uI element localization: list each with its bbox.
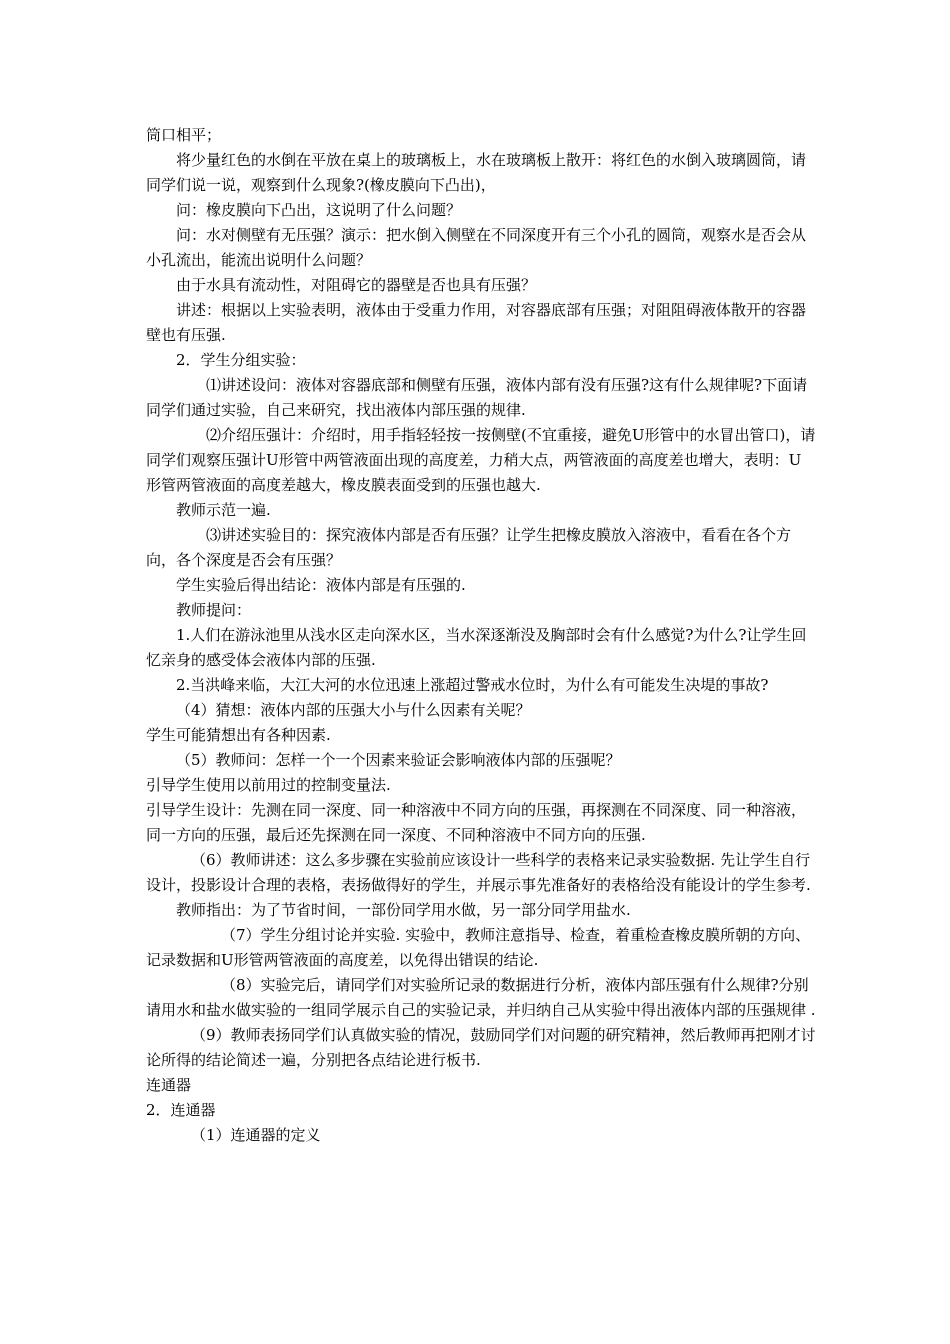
paragraph: 问：橡皮膜向下凸出，这说明了什么问题？ bbox=[176, 201, 462, 219]
paragraph: （4）猜想：液体内部的压强大小与什么因素有关呢？ bbox=[176, 701, 531, 719]
paragraph: 引导学生设计：先测在同一深度、同一种溶液中不同方向的压强，再探测在不同深度、同一种溶液，同一方向的压强，最后还先探测在同一深度、不同种溶液中不同方向的压强. bbox=[146, 801, 807, 844]
subsection-heading: （1）连通器的定义 bbox=[191, 1126, 321, 1144]
paragraph: 1.人们在游泳池里从浅水区走向深水区，当水深逐渐没及胸部时会有什么感觉?为什么?让学生回忆亲身的感受体会液体内部的压强. bbox=[146, 626, 807, 669]
paragraph: （5）教师问：怎样一个一个因素来验证会影响液体内部的压强呢？ bbox=[176, 751, 621, 769]
paragraph: ⑴讲述设问：液体对容器底部和侧壁有压强，液体内部有没有压强?这有什么规律呢?下面请同学们通过实验，自己来研究，找出液体内部压强的规律. bbox=[146, 376, 808, 419]
paragraph: 将少量红色的水倒在平放在桌上的玻璃板上，水在玻璃板上散开：将红色的水倒入玻璃圆筒，请同学们说一说，观察到什么现象?(橡皮膜向下凸出)， bbox=[146, 151, 807, 194]
paragraph: 教师提问： bbox=[176, 601, 252, 619]
paragraph: （7）学生分组讨论并实验. 实验中，教师注意指导、检查，着重检查橡皮膜所朝的方向、记录数据和U形管两管液面的高度差，以免得出错误的结论. bbox=[146, 926, 811, 969]
paragraph: 学生可能猜想出有各种因素. bbox=[146, 726, 331, 744]
document-body bbox=[146, 123, 816, 1148]
paragraph: 讲述：根据以上实验表明，液体由于受重力作用，对容器底部有压强；对阻阻碍液体散开的容器壁也有压强. bbox=[146, 301, 807, 344]
paragraph: 引导学生使用以前用过的控制变量法. bbox=[146, 776, 391, 794]
paragraph: （6）教师讲述：这么多步骤在实验前应该设计一些科学的表格来记录实验数据. 先让学生自行设计，投影设计合理的表格，表扬做得好的学生，并展示事先准备好的表格给没有能设计的学生参考. bbox=[146, 851, 811, 894]
paragraph: 学生实验后得出结论：液体内部是有压强的. bbox=[176, 576, 466, 594]
paragraph: 筒口相平； bbox=[146, 126, 222, 144]
paragraph: 教师示范一遍. bbox=[176, 501, 271, 519]
paragraph: ⑵介绍压强计：介绍时，用手指轻轻按一按侧壁(不宜重接，避免U形管中的水冒出管口)，请同学们观察压强计U形管中两管液面出现的高度差，力稍大点，两管液面的高度差也增大，表明：U形管两管液面的高度差越大，橡皮膜表面受到的压强也越大. bbox=[146, 426, 816, 494]
section-heading: 2．连通器 bbox=[146, 1101, 216, 1119]
paragraph: 由于水具有流动性，对阻碍它的器壁是否也具有压强？ bbox=[176, 276, 537, 294]
paragraph: （8）实验完后，请同学们对实验所记录的数据进行分析，液体内部压强有什么规律?分别请用水和盐水做实验的一组同学展示自己的实验记录，并归纳自己从实验中得出液体内部的压强规律 . bbox=[146, 976, 816, 1019]
paragraph: ⑶讲述实验目的：探究液体内部是否有压强？让学生把橡皮膜放入溶液中，看看在各个方向，各个深度是否会有压强？ bbox=[146, 526, 792, 569]
section-heading: 连通器 bbox=[146, 1076, 192, 1094]
paragraph: 教师指出：为了节省时间，一部份同学用水做，另一部分同学用盐水. bbox=[176, 901, 631, 919]
paragraph: 2.当洪峰来临，大江大河的水位迅速上涨超过警戒水位时，为什么有可能发生决堤的事故? bbox=[176, 676, 769, 694]
paragraph: 问：水对侧壁有无压强？演示：把水倒入侧壁在不同深度开有三个小孔的圆筒，观察水是否会从小孔流出，能流出说明什么问题？ bbox=[146, 226, 807, 269]
paragraph: （9）教师表扬同学们认真做实验的情况，鼓励同学们对问题的研究精神，然后教师再把刚才讨论所得的结论简述一遍，分别把各点结论进行板书. bbox=[146, 1026, 816, 1069]
section-heading: 2．学生分组实验： bbox=[176, 351, 306, 369]
